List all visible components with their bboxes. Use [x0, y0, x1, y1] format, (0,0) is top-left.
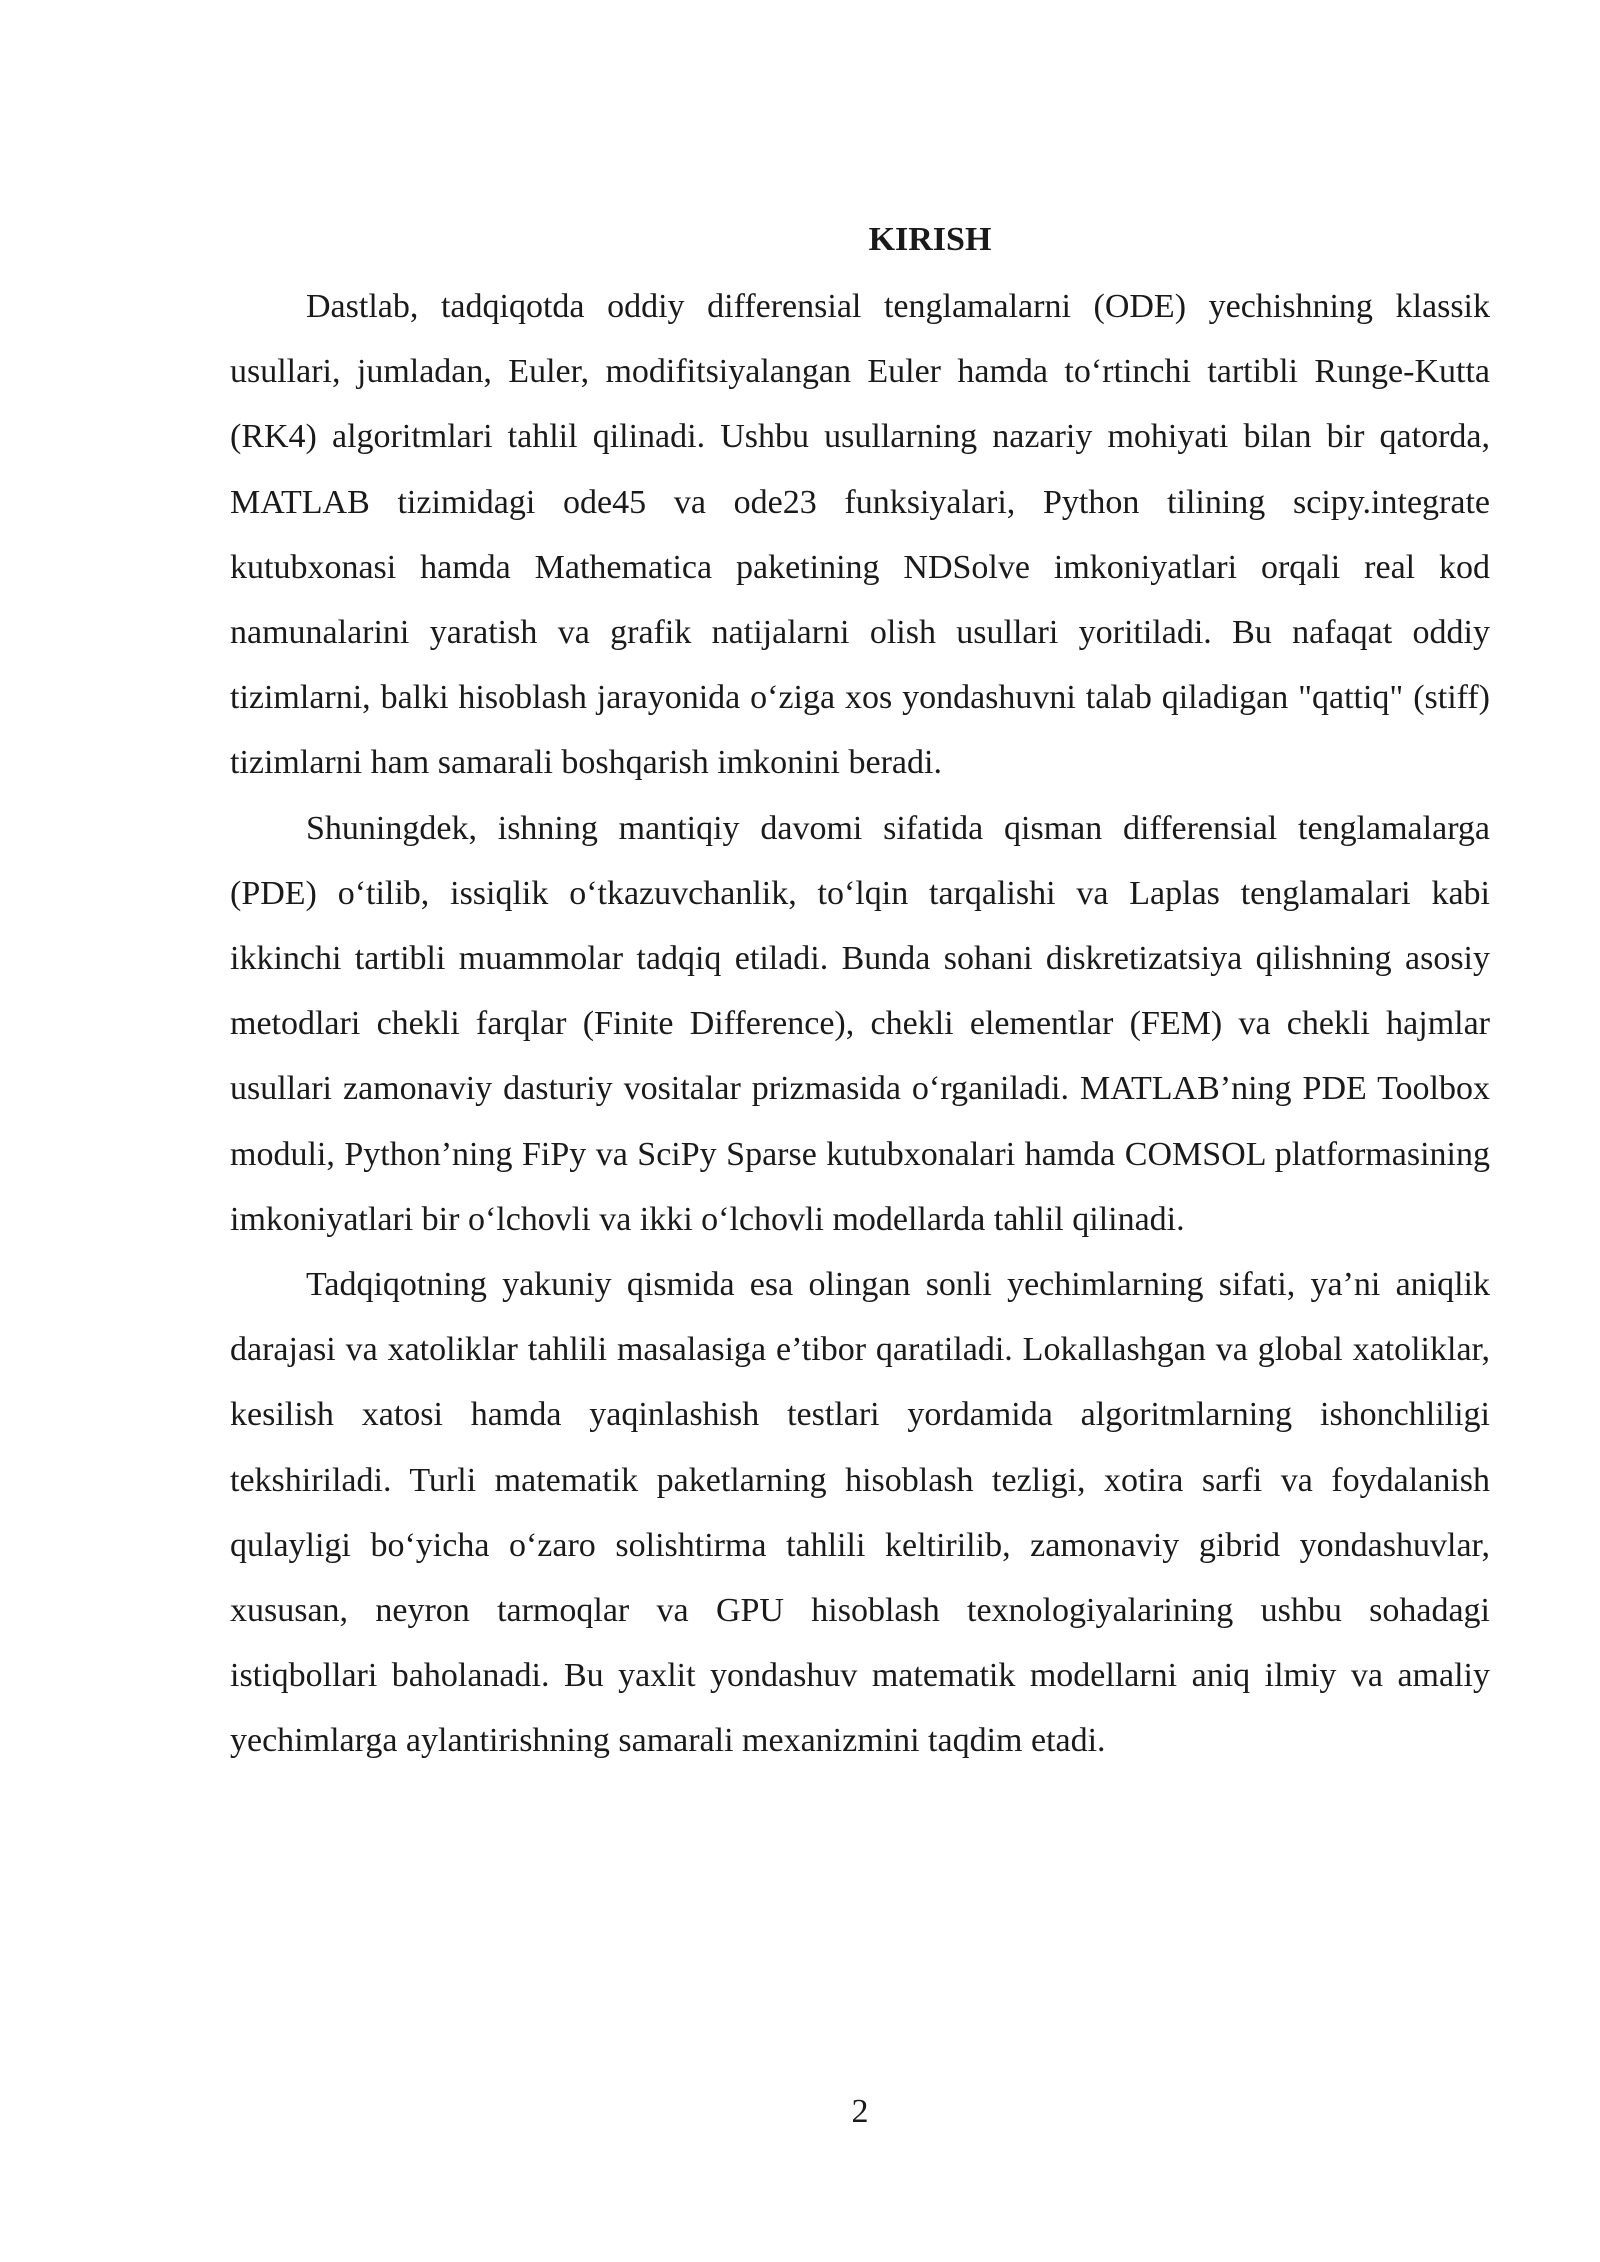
page-content	[230, 218, 1490, 1774]
section-title: KIRISH	[868, 221, 992, 258]
paragraph-error-analysis: Tadqiqotning yakuniy qismida esa olingan sonli yechimlarning sifati, ya’ni aniqlik darajasi va xatoliklar tahlili masalasiga e’tibor qaratiladi. Lokallashgan va global xatoliklar, kesilish xatosi hamda yaqinlashish testlari yordamida algoritmlarning ishonchliligi tekshiriladi. Turli matematik paketlarning hisoblash tezligi, xotira sarfi va foydalanish qulayligi bo‘yicha o‘zaro solishtirma tahlili keltirilib, zamonaviy gibrid yondashuvlar, xususan, neyron tarmoqlar va GPU hisoblash texnologiyalarining ushbu sohadagi istiqbollari baholanadi. Bu yaxlit yondashuv matematik modellarni aniq ilmiy va amaliy yechimlarga aylantirishning samarali mexanizmini taqdim etadi.	[230, 1266, 1490, 1760]
paragraph-pde-methods: Shuningdek, ishning mantiqiy davomi sifatida qisman differensial tenglamalarga (PDE) o‘tilib, issiqlik o‘tkazuvchanlik, to‘lqin tarqalishi va Laplas tenglamalari kabi ikkinchi tartibli muammolar tadqiq etiladi. Bunda sohani diskretizatsiya qilishning asosiy metodlari chekli farqlar (Finite Difference), chekli elementlar (FEM) va chekli hajmlar usullari zamonaviy dasturiy vositalar prizmasida o‘rganiladi. MATLAB’ning PDE Toolbox moduli, Python’ning FiPy va SciPy Sparse kutubxonalari hamda COMSOL platformasining imkoniyatlari bir o‘lchovli va ikki o‘lchovli modellarda tahlil qilinadi.	[230, 809, 1490, 1238]
page-number: 2	[851, 2093, 869, 2130]
paragraph-ode-methods: Dastlab, tadqiqotda oddiy differensial tenglamalarni (ODE) yechishning klassik usullari, jumladan, Euler, modifitsiyalangan Euler hamda to‘rtinchi tartibli Runge-Kutta (RK4) algoritmlari tahlil qilinadi. Ushbu usullarning nazariy mohiyati bilan bir qatorda, MATLAB tizimidagi ode45 va ode23 funksiyalari, Python tilining scipy.integrate kutubxonasi hamda Mathematica paketining NDSolve imkoniyatlari orqali real kod namunalarini yaratish va grafik natijalarni olish usullari yoritiladi. Bu nafaqat oddiy tizimlarni, balki hisoblash jarayonida o‘ziga xos yondashuvni talab qiladigan "qattiq" (stiff) tizimlarni ham samarali boshqarish imkonini beradi.	[230, 288, 1490, 782]
